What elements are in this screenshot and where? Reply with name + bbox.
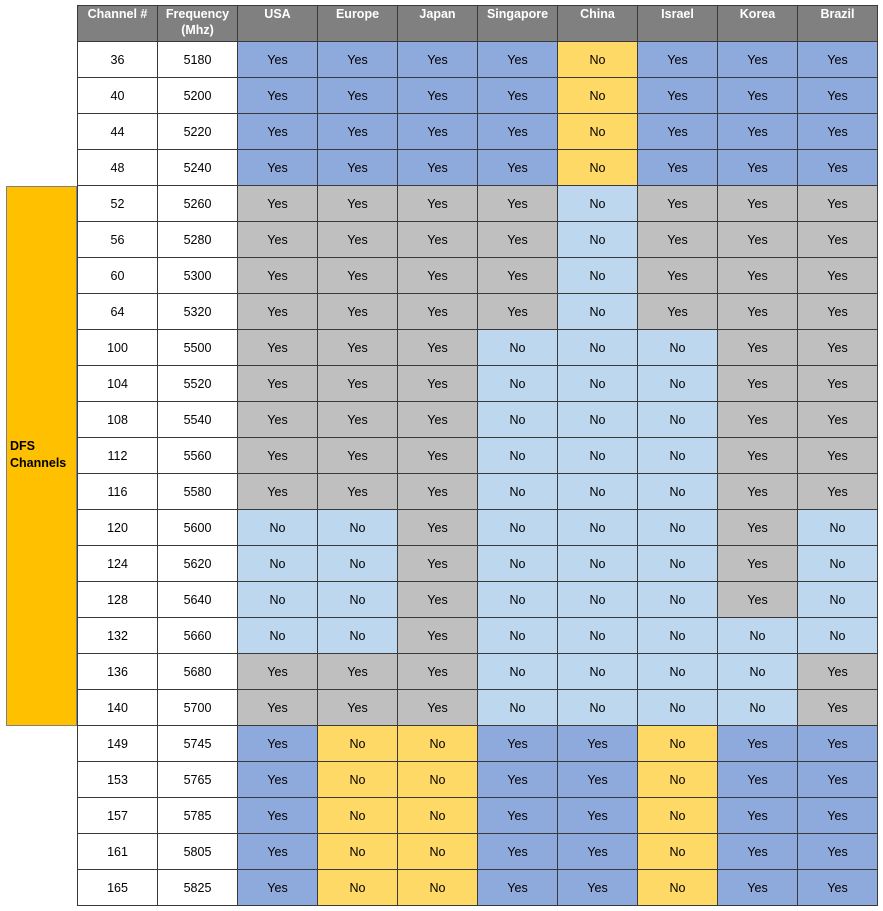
availability-cell: Yes xyxy=(398,78,478,114)
availability-cell: Yes xyxy=(798,186,878,222)
frequency-cell: 5805 xyxy=(158,834,238,870)
channel-cell: 128 xyxy=(78,582,158,618)
availability-cell: No xyxy=(558,654,638,690)
availability-cell: Yes xyxy=(478,222,558,258)
availability-cell: No xyxy=(558,294,638,330)
availability-cell: No xyxy=(398,870,478,906)
availability-cell: No xyxy=(638,726,718,762)
availability-cell: Yes xyxy=(398,438,478,474)
header-singapore: Singapore xyxy=(478,6,558,42)
availability-cell: Yes xyxy=(718,186,798,222)
availability-cell: Yes xyxy=(718,402,798,438)
availability-cell: Yes xyxy=(798,402,878,438)
availability-cell: Yes xyxy=(398,582,478,618)
availability-cell: No xyxy=(558,402,638,438)
availability-cell: No xyxy=(638,510,718,546)
availability-cell: Yes xyxy=(558,726,638,762)
availability-cell: No xyxy=(478,690,558,726)
availability-cell: Yes xyxy=(638,114,718,150)
availability-cell: No xyxy=(638,402,718,438)
frequency-cell: 5300 xyxy=(158,258,238,294)
availability-cell: Yes xyxy=(238,690,318,726)
channel-cell: 108 xyxy=(78,402,158,438)
channel-cell: 116 xyxy=(78,474,158,510)
availability-cell: Yes xyxy=(718,834,798,870)
availability-cell: Yes xyxy=(718,258,798,294)
availability-cell: No xyxy=(558,474,638,510)
channel-cell: 120 xyxy=(78,510,158,546)
availability-cell: No xyxy=(318,546,398,582)
frequency-cell: 5825 xyxy=(158,870,238,906)
availability-cell: No xyxy=(558,78,638,114)
availability-cell: No xyxy=(558,42,638,78)
availability-cell: No xyxy=(638,474,718,510)
availability-cell: Yes xyxy=(398,546,478,582)
channel-cell: 56 xyxy=(78,222,158,258)
availability-cell: No xyxy=(558,150,638,186)
table-row xyxy=(78,618,878,654)
availability-cell: Yes xyxy=(638,258,718,294)
channel-table xyxy=(77,5,878,906)
availability-cell: No xyxy=(318,762,398,798)
availability-cell: Yes xyxy=(798,726,878,762)
availability-cell: No xyxy=(638,618,718,654)
availability-cell: Yes xyxy=(638,78,718,114)
availability-cell: Yes xyxy=(558,870,638,906)
availability-cell: Yes xyxy=(718,366,798,402)
availability-cell: Yes xyxy=(798,438,878,474)
availability-cell: No xyxy=(638,582,718,618)
frequency-cell: 5520 xyxy=(158,366,238,402)
availability-cell: Yes xyxy=(478,294,558,330)
availability-cell: Yes xyxy=(798,330,878,366)
availability-cell: Yes xyxy=(478,258,558,294)
availability-cell: Yes xyxy=(398,510,478,546)
frequency-cell: 5200 xyxy=(158,78,238,114)
availability-cell: Yes xyxy=(238,258,318,294)
header-frequency: Frequency (Mhz) xyxy=(158,6,238,42)
availability-cell: Yes xyxy=(238,150,318,186)
availability-cell: Yes xyxy=(478,42,558,78)
frequency-cell: 5580 xyxy=(158,474,238,510)
availability-cell: Yes xyxy=(478,726,558,762)
table-row xyxy=(78,798,878,834)
availability-cell: Yes xyxy=(318,258,398,294)
availability-cell: No xyxy=(638,798,718,834)
availability-cell: No xyxy=(558,510,638,546)
frequency-cell: 5600 xyxy=(158,510,238,546)
channel-cell: 132 xyxy=(78,618,158,654)
availability-cell: Yes xyxy=(398,402,478,438)
table-row xyxy=(78,366,878,402)
availability-cell: No xyxy=(478,618,558,654)
availability-cell: Yes xyxy=(238,294,318,330)
availability-cell: Yes xyxy=(238,402,318,438)
channel-cell: 140 xyxy=(78,690,158,726)
table-row xyxy=(78,186,878,222)
table-row xyxy=(78,330,878,366)
table-row xyxy=(78,42,878,78)
frequency-cell: 5320 xyxy=(158,294,238,330)
availability-cell: Yes xyxy=(798,150,878,186)
availability-cell: Yes xyxy=(238,42,318,78)
availability-cell: Yes xyxy=(718,78,798,114)
availability-cell: Yes xyxy=(318,114,398,150)
availability-cell: Yes xyxy=(318,474,398,510)
availability-cell: No xyxy=(558,258,638,294)
availability-cell: Yes xyxy=(718,798,798,834)
availability-cell: No xyxy=(558,690,638,726)
availability-cell: No xyxy=(558,366,638,402)
table-row xyxy=(78,150,878,186)
table-row xyxy=(78,474,878,510)
availability-cell: Yes xyxy=(238,366,318,402)
table-row xyxy=(78,762,878,798)
table-row xyxy=(78,222,878,258)
availability-cell: No xyxy=(638,870,718,906)
channel-cell: 161 xyxy=(78,834,158,870)
availability-cell: Yes xyxy=(638,150,718,186)
availability-cell: No xyxy=(558,546,638,582)
dfs-channels-group xyxy=(6,186,77,726)
header-row xyxy=(78,6,878,42)
availability-cell: No xyxy=(478,510,558,546)
frequency-cell: 5220 xyxy=(158,114,238,150)
availability-cell: No xyxy=(238,618,318,654)
availability-cell: Yes xyxy=(398,330,478,366)
table-row xyxy=(78,690,878,726)
channel-cell: 36 xyxy=(78,42,158,78)
availability-cell: Yes xyxy=(238,186,318,222)
availability-cell: No xyxy=(558,438,638,474)
availability-cell: Yes xyxy=(558,762,638,798)
channel-cell: 149 xyxy=(78,726,158,762)
table-row xyxy=(78,870,878,906)
availability-cell: No xyxy=(798,618,878,654)
frequency-cell: 5620 xyxy=(158,546,238,582)
table-row xyxy=(78,654,878,690)
header-europe: Europe xyxy=(318,6,398,42)
frequency-cell: 5560 xyxy=(158,438,238,474)
availability-cell: Yes xyxy=(798,834,878,870)
availability-cell: Yes xyxy=(718,114,798,150)
availability-cell: No xyxy=(398,726,478,762)
availability-cell: No xyxy=(718,618,798,654)
frequency-cell: 5660 xyxy=(158,618,238,654)
availability-cell: Yes xyxy=(718,474,798,510)
channel-cell: 153 xyxy=(78,762,158,798)
availability-cell: No xyxy=(478,546,558,582)
header-brazil: Brazil xyxy=(798,6,878,42)
availability-cell: No xyxy=(638,330,718,366)
availability-cell: No xyxy=(558,582,638,618)
table-row xyxy=(78,294,878,330)
availability-cell: Yes xyxy=(318,294,398,330)
availability-cell: Yes xyxy=(478,78,558,114)
availability-cell: No xyxy=(318,582,398,618)
availability-cell: Yes xyxy=(478,150,558,186)
availability-cell: Yes xyxy=(718,42,798,78)
availability-cell: Yes xyxy=(398,42,478,78)
availability-cell: Yes xyxy=(398,294,478,330)
availability-cell: Yes xyxy=(238,870,318,906)
availability-cell: Yes xyxy=(478,762,558,798)
channel-cell: 64 xyxy=(78,294,158,330)
channel-cell: 124 xyxy=(78,546,158,582)
availability-cell: Yes xyxy=(478,186,558,222)
availability-cell: Yes xyxy=(398,618,478,654)
table-row xyxy=(78,258,878,294)
availability-cell: No xyxy=(238,510,318,546)
availability-cell: Yes xyxy=(638,42,718,78)
availability-cell: Yes xyxy=(238,762,318,798)
header-channel: Channel # xyxy=(78,6,158,42)
availability-cell: No xyxy=(318,726,398,762)
availability-cell: No xyxy=(638,762,718,798)
availability-cell: No xyxy=(478,438,558,474)
header-china: China xyxy=(558,6,638,42)
availability-cell: Yes xyxy=(318,402,398,438)
availability-cell: Yes xyxy=(638,186,718,222)
availability-cell: Yes xyxy=(718,762,798,798)
availability-cell: Yes xyxy=(398,474,478,510)
availability-cell: Yes xyxy=(558,834,638,870)
availability-cell: Yes xyxy=(398,114,478,150)
availability-cell: No xyxy=(558,222,638,258)
availability-cell: No xyxy=(238,546,318,582)
frequency-cell: 5260 xyxy=(158,186,238,222)
table-row xyxy=(78,510,878,546)
frequency-cell: 5280 xyxy=(158,222,238,258)
availability-cell: Yes xyxy=(398,258,478,294)
frequency-cell: 5180 xyxy=(158,42,238,78)
availability-cell: Yes xyxy=(238,474,318,510)
availability-cell: No xyxy=(638,690,718,726)
availability-cell: Yes xyxy=(318,42,398,78)
table-row xyxy=(78,834,878,870)
availability-cell: No xyxy=(638,366,718,402)
availability-cell: No xyxy=(638,834,718,870)
channel-cell: 104 xyxy=(78,366,158,402)
availability-cell: Yes xyxy=(718,546,798,582)
channel-cell: 48 xyxy=(78,150,158,186)
availability-cell: No xyxy=(318,618,398,654)
availability-cell: Yes xyxy=(238,438,318,474)
availability-cell: No xyxy=(478,330,558,366)
availability-cell: No xyxy=(398,834,478,870)
availability-cell: Yes xyxy=(398,690,478,726)
availability-cell: No xyxy=(238,582,318,618)
availability-cell: No xyxy=(398,798,478,834)
availability-cell: Yes xyxy=(238,78,318,114)
availability-cell: No xyxy=(558,114,638,150)
table-row xyxy=(78,78,878,114)
availability-cell: Yes xyxy=(398,150,478,186)
availability-cell: Yes xyxy=(318,366,398,402)
availability-cell: No xyxy=(558,618,638,654)
channel-cell: 100 xyxy=(78,330,158,366)
table-row xyxy=(78,114,878,150)
channel-cell: 136 xyxy=(78,654,158,690)
dfs-channels-label: DFS Channels xyxy=(10,439,67,470)
availability-cell: Yes xyxy=(478,114,558,150)
availability-cell: Yes xyxy=(718,582,798,618)
availability-cell: No xyxy=(638,654,718,690)
frequency-cell: 5745 xyxy=(158,726,238,762)
frequency-cell: 5765 xyxy=(158,762,238,798)
availability-cell: No xyxy=(558,186,638,222)
frequency-cell: 5680 xyxy=(158,654,238,690)
channel-cell: 165 xyxy=(78,870,158,906)
availability-cell: Yes xyxy=(798,78,878,114)
availability-cell: Yes xyxy=(718,726,798,762)
availability-cell: Yes xyxy=(318,330,398,366)
channel-cell: 40 xyxy=(78,78,158,114)
availability-cell: No xyxy=(478,366,558,402)
availability-cell: Yes xyxy=(318,222,398,258)
header-israel: Israel xyxy=(638,6,718,42)
availability-cell: Yes xyxy=(638,294,718,330)
table-row xyxy=(78,726,878,762)
availability-cell: Yes xyxy=(318,438,398,474)
availability-cell: Yes xyxy=(318,690,398,726)
availability-cell: No xyxy=(718,690,798,726)
availability-cell: Yes xyxy=(398,654,478,690)
frequency-cell: 5540 xyxy=(158,402,238,438)
availability-cell: Yes xyxy=(478,798,558,834)
availability-cell: Yes xyxy=(718,330,798,366)
availability-cell: Yes xyxy=(718,294,798,330)
availability-cell: No xyxy=(478,474,558,510)
availability-cell: Yes xyxy=(238,654,318,690)
frequency-cell: 5240 xyxy=(158,150,238,186)
availability-cell: Yes xyxy=(798,258,878,294)
availability-cell: Yes xyxy=(798,114,878,150)
availability-cell: No xyxy=(798,510,878,546)
availability-cell: Yes xyxy=(238,834,318,870)
availability-cell: Yes xyxy=(318,78,398,114)
availability-cell: Yes xyxy=(478,834,558,870)
availability-cell: No xyxy=(318,510,398,546)
header-japan: Japan xyxy=(398,6,478,42)
frequency-cell: 5640 xyxy=(158,582,238,618)
availability-cell: Yes xyxy=(638,222,718,258)
header-usa: USA xyxy=(238,6,318,42)
availability-cell: Yes xyxy=(238,222,318,258)
table-row xyxy=(78,582,878,618)
availability-cell: No xyxy=(638,438,718,474)
availability-cell: No xyxy=(318,798,398,834)
channel-cell: 60 xyxy=(78,258,158,294)
table-row xyxy=(78,402,878,438)
availability-cell: No xyxy=(478,654,558,690)
channel-cell: 112 xyxy=(78,438,158,474)
frequency-cell: 5500 xyxy=(158,330,238,366)
availability-cell: Yes xyxy=(398,222,478,258)
availability-cell: Yes xyxy=(478,870,558,906)
availability-cell: Yes xyxy=(798,294,878,330)
availability-cell: Yes xyxy=(798,762,878,798)
frequency-cell: 5700 xyxy=(158,690,238,726)
availability-cell: Yes xyxy=(558,798,638,834)
availability-cell: No xyxy=(798,546,878,582)
availability-cell: No xyxy=(318,870,398,906)
availability-cell: Yes xyxy=(238,798,318,834)
availability-cell: Yes xyxy=(238,114,318,150)
table-row xyxy=(78,546,878,582)
availability-cell: Yes xyxy=(798,366,878,402)
availability-cell: Yes xyxy=(238,330,318,366)
availability-cell: Yes xyxy=(798,474,878,510)
availability-cell: No xyxy=(478,582,558,618)
channel-cell: 44 xyxy=(78,114,158,150)
availability-cell: Yes xyxy=(718,222,798,258)
availability-cell: No xyxy=(558,330,638,366)
availability-cell: Yes xyxy=(398,366,478,402)
availability-cell: Yes xyxy=(318,186,398,222)
availability-cell: Yes xyxy=(718,150,798,186)
availability-cell: Yes xyxy=(318,654,398,690)
availability-cell: No xyxy=(798,582,878,618)
availability-cell: Yes xyxy=(238,726,318,762)
availability-cell: Yes xyxy=(798,870,878,906)
frequency-cell: 5785 xyxy=(158,798,238,834)
availability-cell: Yes xyxy=(798,690,878,726)
availability-cell: Yes xyxy=(718,870,798,906)
availability-cell: Yes xyxy=(718,510,798,546)
availability-cell: Yes xyxy=(718,438,798,474)
table-row xyxy=(78,438,878,474)
availability-cell: No xyxy=(318,834,398,870)
availability-cell: Yes xyxy=(798,222,878,258)
availability-cell: Yes xyxy=(798,798,878,834)
channel-cell: 157 xyxy=(78,798,158,834)
availability-cell: No xyxy=(638,546,718,582)
header-korea: Korea xyxy=(718,6,798,42)
availability-cell: Yes xyxy=(798,42,878,78)
availability-cell: Yes xyxy=(798,654,878,690)
availability-cell: Yes xyxy=(398,186,478,222)
availability-cell: No xyxy=(398,762,478,798)
availability-cell: No xyxy=(478,402,558,438)
channel-cell: 52 xyxy=(78,186,158,222)
availability-cell: No xyxy=(718,654,798,690)
availability-cell: Yes xyxy=(318,150,398,186)
